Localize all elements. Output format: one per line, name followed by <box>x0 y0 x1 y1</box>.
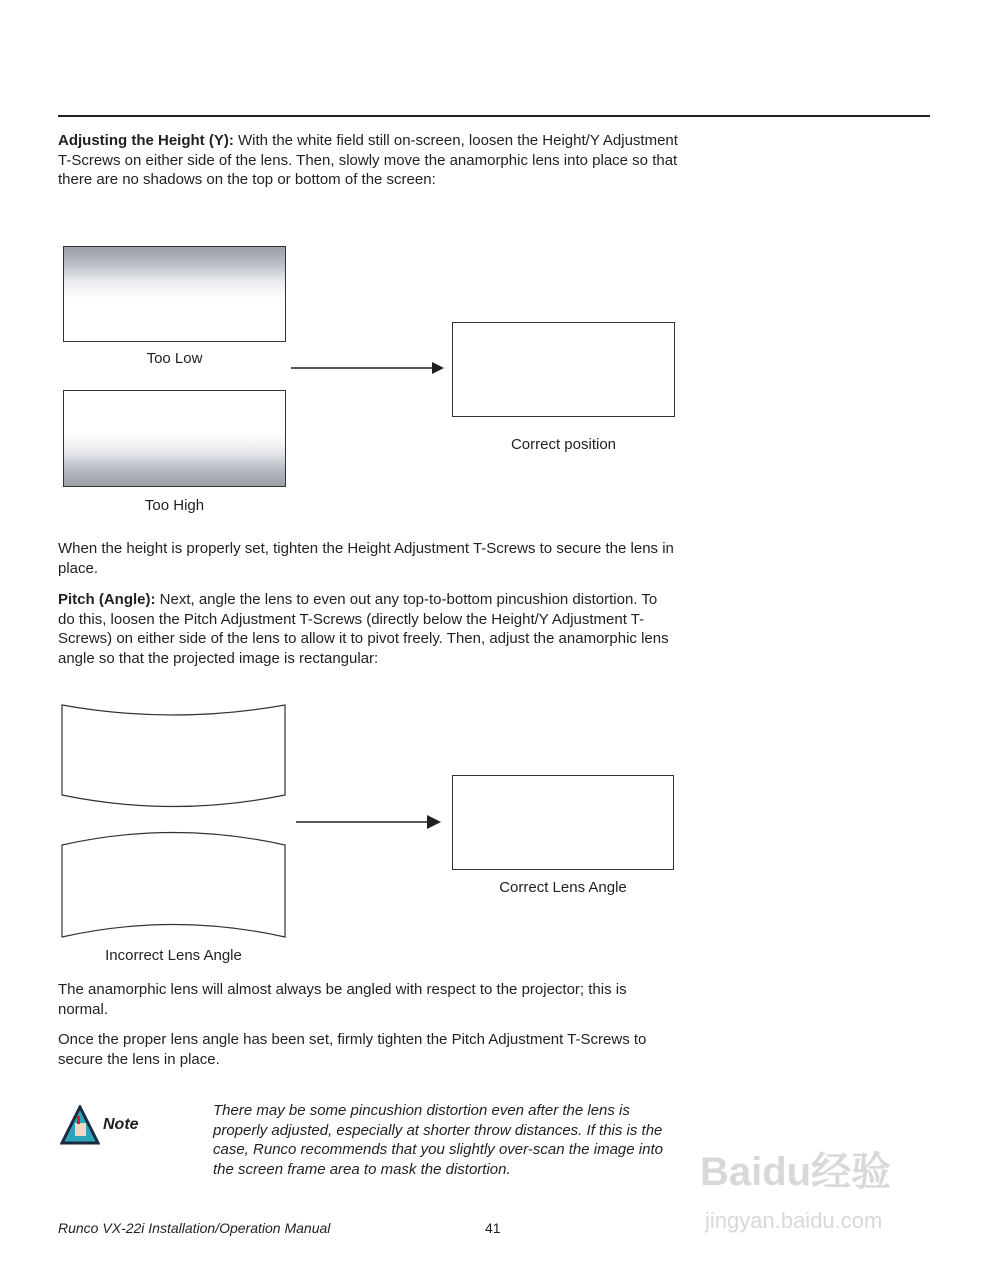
height-body: With the white field still on-screen, loosen the Height/Y Adjustment T-Screws on either side of the lens. Then, slowly move the anamorphic lens into place so that there are no shadows on the top or bottom of the screen: <box>58 132 678 188</box>
watermark-url: jingyan.baidu.com <box>705 1208 883 1233</box>
too-high-screen <box>63 390 286 487</box>
pitch-after-text-2: Once the proper lens angle has been set, firmly tighten the Pitch Adjustment T-Screws to secure the lens in place. <box>58 1031 647 1068</box>
header-rule <box>58 115 930 117</box>
bulging-screen-shape <box>62 833 285 938</box>
footer-title: Runco VX-22i Installation/Operation Manual <box>58 1220 331 1236</box>
arrow-icon <box>295 814 445 830</box>
note-warning-icon <box>60 1105 100 1145</box>
correct-angle-caption: Correct Lens Angle <box>499 879 627 896</box>
note-label: Note <box>103 1116 139 1133</box>
pitch-heading: Pitch (Angle): <box>58 591 156 608</box>
note-text: There may be some pincushion distortion even after the lens is properly adjusted, especially at shorter throw distances. If this is the case, Runco recommends that you slightly over-scan the image into the screen frame area to mask the distortion. <box>213 1102 663 1178</box>
pitch-after-text-1: The anamorphic lens will almost always be angled with respect to the projector; this is normal. <box>58 981 627 1018</box>
pitch-paragraph <box>58 590 678 668</box>
height-paragraph <box>58 131 678 190</box>
height-heading: Adjusting the Height (Y): <box>58 132 234 149</box>
watermark-logo: Baidu经验 <box>700 1150 892 1194</box>
incorrect-lens-shapes <box>60 700 290 940</box>
too-low-caption: Too Low <box>146 350 203 367</box>
correct-angle-screen <box>452 775 674 870</box>
pitch-body: Next, angle the lens to even out any top-to-bottom pincushion distortion. To do this, loosen the Pitch Adjustment T-Screws (directly below the Height/Y Adjustment T-Screws) on either side of the lens to allow it to pivot freely. Then, adjust the anamorphic lens angle so that the projected image is rectangular: <box>58 591 669 667</box>
too-low-screen <box>63 246 286 342</box>
correct-position-screen <box>452 322 675 417</box>
too-high-caption: Too High <box>144 497 205 514</box>
incorrect-angle-caption: Incorrect Lens Angle <box>105 947 242 964</box>
height-after-text: When the height is properly set, tighten the Height Adjustment T-Screws to secure the lens in place. <box>58 540 674 577</box>
correct-position-caption: Correct position <box>510 436 617 453</box>
sagging-screen-shape <box>62 705 285 807</box>
page-number: 41 <box>485 1220 501 1236</box>
arrow-icon <box>290 360 446 376</box>
